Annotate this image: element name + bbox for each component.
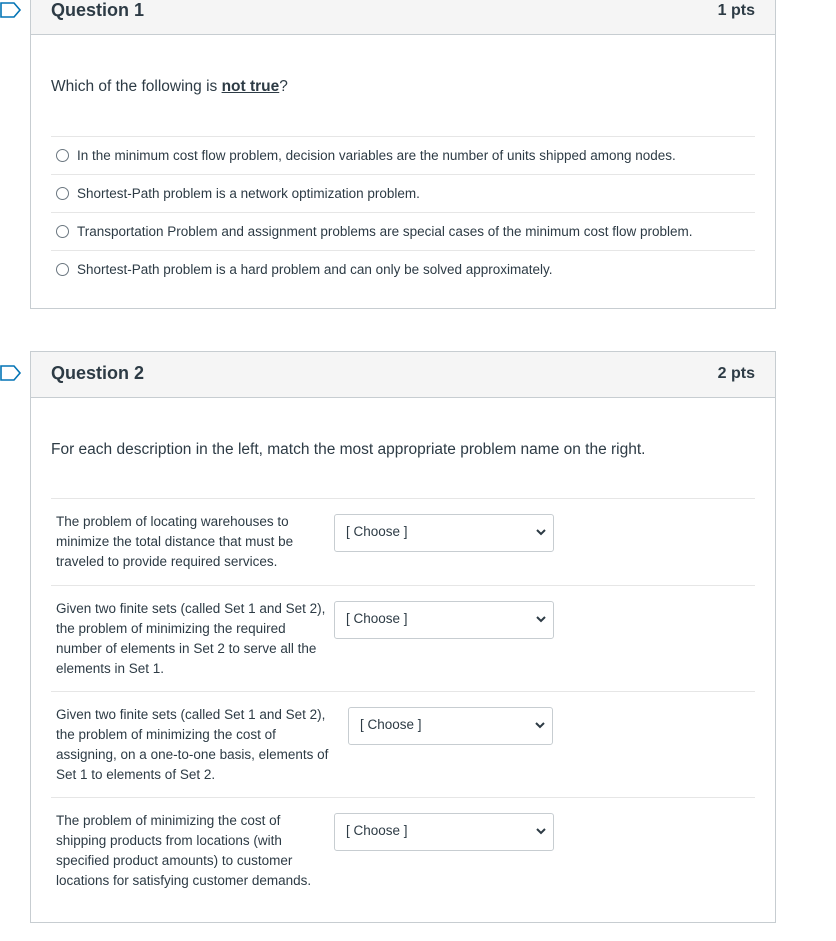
emphasis-not-true: not true bbox=[221, 78, 280, 95]
match-description: Given two finite sets (called Set 1 and Set 2), the problem of minimizing the required number of elements in Set 2 to serve all the elements in Set 1. bbox=[56, 601, 326, 676]
chevron-down-icon bbox=[535, 825, 547, 837]
chevron-down-icon bbox=[534, 719, 546, 731]
answer-label: Shortest-Path problem is a network optimization problem. bbox=[77, 186, 420, 201]
question-2-points: 2 pts bbox=[717, 365, 755, 382]
radio-button[interactable] bbox=[56, 263, 69, 276]
match-description: Given two finite sets (called Set 1 and Set 2), the problem of minimizing the cost of assigning, on a one-to-one basis, elements of Set 1 to elements of Set 2. bbox=[56, 707, 329, 782]
question-1 bbox=[30, 0, 776, 309]
match-row bbox=[51, 797, 755, 907]
chevron-down-icon bbox=[535, 526, 547, 538]
select-value: [ Choose ] bbox=[360, 717, 422, 732]
match-select-dropdown[interactable] bbox=[348, 707, 553, 745]
match-select-dropdown[interactable] bbox=[334, 813, 554, 851]
match-row bbox=[51, 691, 755, 797]
select-value: [ Choose ] bbox=[346, 823, 408, 838]
question-2 bbox=[30, 351, 776, 923]
match-select-dropdown[interactable] bbox=[334, 601, 554, 639]
flag-question-icon[interactable] bbox=[0, 2, 22, 18]
answer-label: Transportation Problem and assignment problems are special cases of the minimum cost flow problem. bbox=[77, 224, 693, 239]
select-value: [ Choose ] bbox=[346, 611, 408, 626]
answer-label: In the minimum cost flow problem, decision variables are the number of units shipped among nodes. bbox=[77, 148, 676, 163]
answer-label: Shortest-Path problem is a hard problem and can only be solved approximately. bbox=[77, 262, 553, 277]
answer-option-3[interactable] bbox=[51, 212, 755, 250]
question-2-title: Question 2 bbox=[51, 363, 145, 383]
match-row bbox=[51, 585, 755, 691]
question-1-title: Question 1 bbox=[51, 0, 145, 20]
answer-option-2[interactable] bbox=[51, 174, 755, 212]
match-description: The problem of locating warehouses to minimize the total distance that must be traveled to provide required services. bbox=[56, 514, 294, 569]
question-1-header bbox=[31, 0, 775, 35]
answer-list bbox=[51, 136, 755, 288]
match-row bbox=[51, 498, 755, 585]
question-2-header bbox=[31, 352, 775, 398]
radio-button[interactable] bbox=[56, 187, 69, 200]
flag-question-icon[interactable] bbox=[0, 365, 22, 381]
question-1-points: 1 pts bbox=[717, 2, 755, 19]
select-value: [ Choose ] bbox=[346, 524, 408, 539]
chevron-down-icon bbox=[535, 613, 547, 625]
answer-option-1[interactable] bbox=[51, 136, 755, 174]
match-select-dropdown[interactable] bbox=[334, 514, 554, 552]
radio-button[interactable] bbox=[56, 225, 69, 238]
answer-option-4[interactable] bbox=[51, 250, 755, 288]
question-2-text: For each description in the left, match the most appropriate problem name on the right. bbox=[51, 441, 646, 458]
radio-button[interactable] bbox=[56, 149, 69, 162]
question-1-text: Which of the following is not true? bbox=[51, 78, 288, 95]
match-description: The problem of minimizing the cost of shipping products from locations (with specified product amounts) to customer locations for satisfying customer demands. bbox=[56, 813, 312, 888]
